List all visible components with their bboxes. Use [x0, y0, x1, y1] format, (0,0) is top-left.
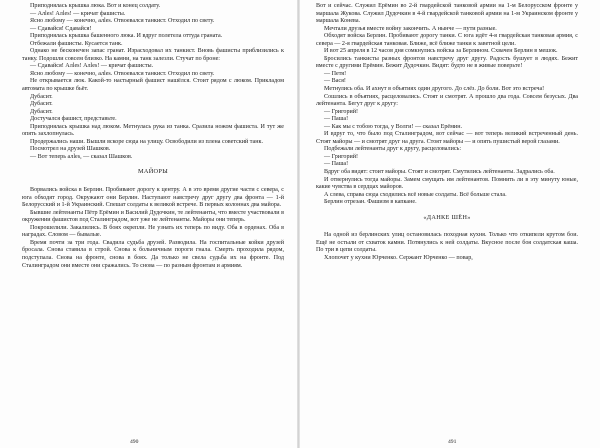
paragraph: Обходят войска Берлин. Пробивают дорогу танки. С юга идёт 4-я гвардейская танковая армия, с севера — 2-я гвардейская танковая. Ближе, всё ближе танки к заветной цели.	[316, 33, 578, 47]
paragraph: Ворвались войска в Берлин. Пробивают дорогу к центру. А в это время другие части с севера, с юга обходят город. Окружают они Берлин. Наступают навстречу друг другу два фронта — 1-й Белорусский и 1-й Украинский. Спешат солдаты к великой встрече. В первых колоннах два майора.	[22, 187, 284, 209]
section-heading: «ДАНКЕ ШЁН»	[423, 213, 471, 221]
paragraph: Вот и сейчас. Служил Ерёмин во 2-й гвардейской танковой армии на 1-м Белорусском фронте у маршала Жукова. Служил Дудочкин в 4-й гвардейской танковой армии на 1-м Украинском фронте у маршала Конева.	[316, 3, 578, 25]
paragraph: Ясно любому — конечно, алles. Отвоевался танкист. Отходил по свету.	[30, 70, 215, 77]
paragraph: Ясно любому — конечно, алles. Отвоевался танкист. Отходил по свету.	[30, 18, 215, 25]
paragraph: Однако не бесконечен запас гранат. Израсходовал их танкист. Вновь фашисты приблизились к танку. Подошли совсем близко. На камни, на танк залезли. Стучат по броне:	[22, 48, 284, 62]
paragraph: На одной из берлинских улиц остановилась походная кухня. Только что откипели крутом бои. Ещё не остыли от схваток камни. Потянулись к ней солдаты. Вкусное после боя солдатская каша. По три в цепи солдаты.	[316, 232, 578, 254]
paragraph: И вдруг то, что было под Сталинградом, вот сейчас — вот теперь великий встреченный день. Стоят майоры — и смотрят друг на друга. Стоят майоры — и опять пушистый верой глазами.	[316, 131, 578, 145]
paragraph: Бросились танкисты разных фронтов навстречу друг другу. Радость бушует в людях. Бежит вместе с другими Ерёмин. Бежит Дудочкин. Видят: будто не в живые поверьте!	[316, 55, 578, 70]
paragraph: Приподнялась крышка люка. Вот и конец солдату.	[30, 3, 161, 9]
paragraph: Время почти за три года. Свадила судьба друзей. Разводила. На госпитальные койки друзей бросала. Снова ставила в строй. Снова к больничным пороги гнала. Смерть проходила рядом, подступала. Снова на фронте, снова в боях. Да только не свела судьба их на фронте. Под Сталинградом они вместе они сражались. То снова — по разным фронтам и армиям.	[22, 239, 284, 269]
paragraph: — Вот теперь алles, — сказал Шашков.	[30, 153, 133, 160]
right-page	[300, 0, 600, 448]
section-heading: МАЙОРЫ	[137, 168, 169, 176]
paragraph: — Сдавайся! Сдавайся!	[30, 25, 92, 32]
paragraph: Отбежали фашисты. Кусается танк.	[30, 40, 123, 47]
left-text-column	[22, 3, 284, 270]
paragraph: Бывшие лейтенанты Пётр Ерёмин и Василий Дудочкин, те лейтенанты, что вместе участвовали в окружении фашистов под Сталинградом, вот уже не лейтенанты. Майоры они теперь.	[22, 209, 284, 224]
paragraph: Продержались наши. Вышли вскоре сюда на улицу. Освободили из плена советский танк.	[30, 138, 263, 145]
paragraph: Хлопочет у кухни Юрченко. Сержант Юрченко — повар,	[324, 254, 473, 261]
paragraph: Дубасит.	[30, 93, 53, 100]
paragraph: — Паша!	[324, 161, 349, 168]
page-number-left: 490	[130, 439, 139, 445]
paragraph: — Алles! Алles! — кричат фашисты.	[30, 10, 126, 17]
paragraph: Покрошелили. Закалились. В боях окрепли. Не узнать их теперь по виду. Оба в орденах. Оба в наградах. Словом — бывалые.	[22, 224, 284, 239]
paragraph: Вдруг оба видят: стоит майоры. Стоят и смотрят. Смутились лейтенанты. Задрались оба.	[324, 169, 555, 176]
paragraph: — Как мы с тобою тогда, у Волги! — сказал Ерёмин.	[324, 123, 462, 130]
paragraph: — Паша!	[324, 116, 349, 123]
paragraph: — Григорий!	[324, 108, 359, 115]
paragraph: Приподнялась крышка над люком. Метнулась рука из танка. Сразила ножом фашиста. И тут же опять захлопнулась.	[22, 123, 284, 138]
paragraph: Мечтали друзья вместе войну закончить. А нынче — пути разные.	[324, 25, 497, 32]
paragraph: И вот 25 апреля в 12 часов дня сомкнулись войска за Берлином. Схвачен Берлин в мешок.	[324, 48, 558, 55]
left-page	[0, 0, 297, 448]
paragraph: — Петя!	[324, 70, 347, 77]
paragraph: Берлин отрезан. Фашизм в капкане.	[324, 199, 417, 206]
paragraph: А слева, справа сюда сходились всё новые солдаты. Всё больше стала.	[324, 191, 507, 198]
page-number-right: 491	[448, 439, 457, 445]
paragraph: Подбежали лейтенанты друг к другу, расцеловались:	[324, 146, 462, 153]
paragraph: Посмотрел на друзей Шашков.	[30, 146, 111, 153]
paragraph: Метнулись оба. И ахнут в объятиях один другого. До слёз. До боли. Вот это встреча!	[324, 86, 545, 93]
paragraph: Дубасит.	[30, 101, 53, 108]
paragraph: Не открывается люк. Какой-то настырный фашист нашёлся. Стоит рядом с люком. Прикладом автомата по крышке бьёт.	[22, 78, 284, 93]
paragraph: — Вася!	[324, 78, 346, 85]
right-text-column	[316, 3, 578, 263]
paragraph: Сошлись в объятиях, расцеловались. Стоят и смотрят. А прошло два года. Совсем безусых. Два лейтенанта. Бегут друг к другу:	[316, 93, 578, 108]
paragraph: — Сдавайся! Алles! Алles! — кричат фашисты.	[30, 63, 154, 70]
paragraph: Достучался фашист, представьте.	[30, 116, 117, 123]
paragraph: — Григорий!	[324, 153, 359, 160]
paragraph: Приподнялась крышка башенного люка. И вдруг полетела оттуда граната.	[30, 33, 223, 40]
paragraph: Дубасит.	[30, 108, 53, 115]
paragraph: И отвернулись тогда майоры. Замем смущать им лейтенантов. Помнить ли в эту минуту юные, какие чувства в сердцах майоров.	[316, 176, 578, 191]
